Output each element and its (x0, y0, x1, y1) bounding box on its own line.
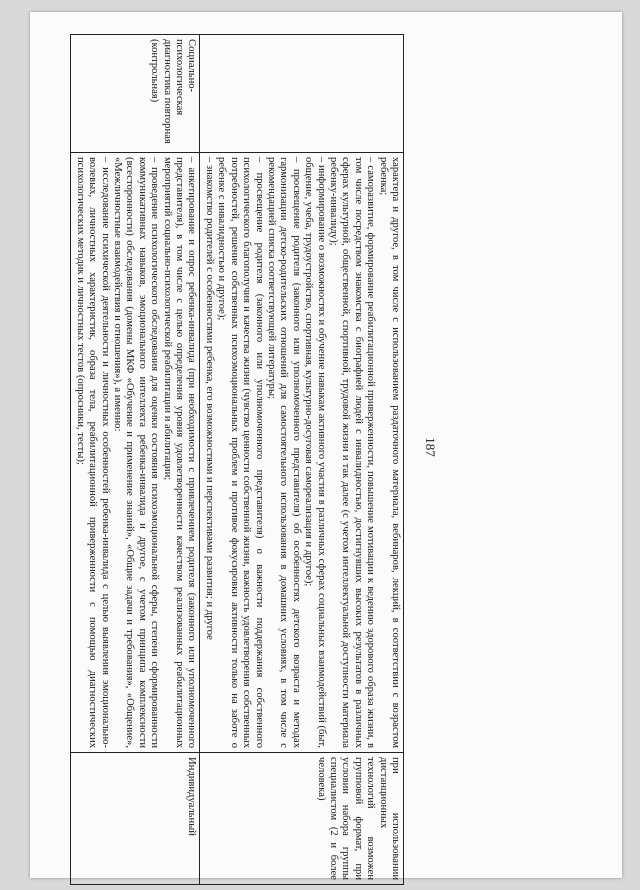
table-cell-format (200, 753, 404, 885)
content-paragraph: – саморазвитие, формирование реабилитационной приверженности, повышение мотивации к ведению здорового образа жизни, в том числе посредством знакомства с биографией людей с инвалидностью, достигнувших высоких результатов в различных сферах культурной, общественной, спортивной, трудовой жизни и так далее (с учетом интеллектуальной доступности материала ребенку-инвалиду); (327, 157, 377, 748)
content-paragraph: – проведение психологического обследования для оценки состояния психоэмоциональной сферы, степени сформированности коммуникативных навыков, эмоционального интеллекта ребенка-инвалида и другое, с учетом принципа комплексности (всесторонности) обследования (домены МКФ «Обучение и применение знаний», «Общие задачи и требования», «Общение», «Межличностные взаимодействия и отношения»), а именно: (112, 157, 161, 748)
rehabilitation-table (70, 34, 404, 885)
service-name: Социально-психологическая диагностика повторная (контрольная) (149, 39, 198, 144)
table-row (200, 35, 404, 885)
table-cell-service (200, 35, 404, 153)
page-number: 187 (423, 437, 438, 457)
table-cell-service (71, 35, 200, 153)
content-paragraph: – анкетирование и опрос ребенка-инвалида (при необходимости с привлечением родителя (законного или уполномоченного представителя), в том числе с целью определения уровня удовлетворенности качеством реализованных реабилитационных мероприятий социально-психологической реабилитации и абилитации; (161, 157, 198, 748)
content-paragraph: – просвещение родителя (законного или уполномоченного представителя) об особенностях детского возраста и методах гармонизации детско-родительских отношений для самостоятельного использования в домашних условиях, в том числе с рекомендацией списка соответствующей литературы; (265, 157, 302, 748)
content-paragraph: характера и другое, в том числе с использованием раздаточного материала, вебинаров, лекций, в соответствии с возрастом ребенка; (377, 157, 401, 748)
rotated-table-wrapper (74, 34, 404, 884)
content-paragraph: – просвещение родителя (законного или уполномоченного представителя) о важности поддержания собственного психологического благополучия и качества жизни (чувство ценности собственной жизни, важность удовлетворения собственных потребностей, решение собственных психоэмоциональных проблем и противоe фокусировки активности только на заботе о ребенке с инвалидностью и другое); (216, 157, 265, 748)
table-row (71, 35, 200, 885)
format-text: Индивидуальный (186, 757, 198, 836)
format-text: при использовании дистанционных технологий возможен групповой формат, при условии набора группы специалистом (2 и более человека) (315, 757, 401, 880)
table-cell-content (200, 153, 404, 753)
content-paragraph: – знакомство родителей с особенностями ребенка, его возможностями и перспективами развития; и другое (203, 157, 215, 640)
table-cell-content (71, 153, 200, 753)
content-paragraph: – исследование психической деятельности и личностных особенностей ребенка-инвалида с целью выявления эмоционально-волевых, личностных характеристик, образа тела, реабилитационной приверженности с помощью диагностических психологических методик и личностных тестов (опросники, тесты); (74, 157, 111, 748)
table-cell-format (71, 753, 200, 885)
document-page (30, 12, 622, 878)
content-paragraph: – информирование о возможностях и обучение навыкам активного участия в различных сферах социальных взаимодействий (быт, общение, учеба, трудоустройство, спортивная, культурно-досуговая самореализация и другое); (303, 157, 327, 748)
